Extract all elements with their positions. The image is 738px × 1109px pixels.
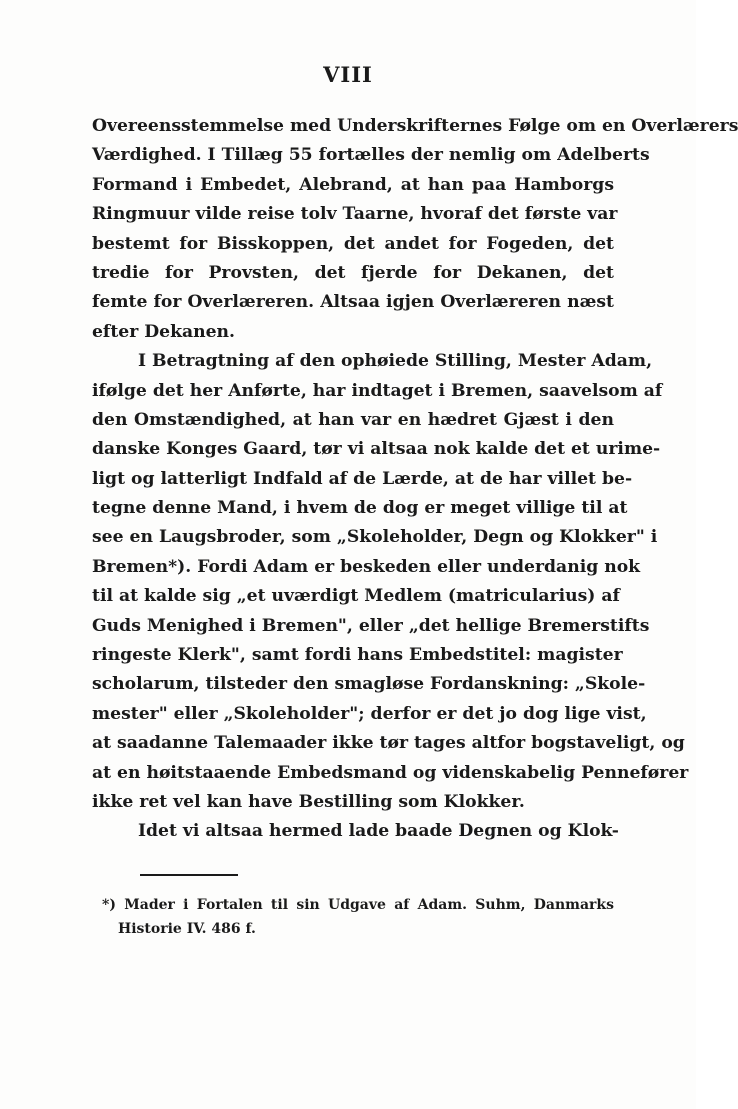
text-line: Guds Menighed i Bremen", eller „det hellige Bremerstifts [92, 615, 650, 636]
text-line: I Betragtning af den ophøiede Stilling, Mester Adam, [138, 351, 653, 372]
text-line: ligt og latterligt Indfald af de Lærde, at de har villet be- [92, 468, 633, 489]
text-line: femte for Overlæreren. Altsaa igjen Overlæreren næst [92, 292, 614, 313]
text-line: til at kalde sig „et uværdigt Medlem (matricularius) af [92, 586, 620, 607]
footnote-line: *) Mader i Fortalen til sin Udgave af Adam. Suhm, Danmarks [102, 897, 614, 913]
text-line: den Omstændighed, at han var en hædret Gjæst i den [92, 409, 614, 430]
text-line: danske Konges Gaard, tør vi altsaa nok kalde det et urime- [92, 439, 661, 460]
text-line: at saadanne Talemaader ikke tør tages altfor bogstaveligt, og [92, 733, 685, 754]
text-line: tredie for Provsten, det fjerde for Dekanen, det [92, 262, 614, 283]
body-text [92, 112, 738, 847]
text-line: Ringmuur vilde reise tolv Taarne, hvoraf det første var [92, 204, 618, 225]
text-line: tegne denne Mand, i hvem de dog er meget villige til at [92, 498, 628, 519]
footnotes [102, 893, 614, 941]
text-line: ikke ret vel kan have Bestilling som Klokker. [92, 791, 525, 812]
footnote-line: Historie IV. 486 f. [118, 921, 256, 937]
text-line: at en høitstaaende Embedsmand og videnskabelig Pennefører [92, 762, 689, 783]
text-line: ringeste Klerk", samt fordi hans Embedstitel: magister [92, 645, 623, 666]
footnote-divider [140, 874, 238, 876]
text-line: Formand i Embedet, Alebrand, at han paa Hamborgs [92, 174, 614, 195]
text-line: efter Dekanen. [92, 321, 236, 342]
text-line: Idet vi altsaa hermed lade baade Degnen og Klok- [138, 821, 619, 842]
page-number: VIII [323, 62, 373, 87]
text-line: ifølge det her Anførte, har indtaget i Bremen, saavelsom af [92, 380, 663, 401]
text-line: see en Laugsbroder, som „Skoleholder, Degn og Klokker" i [92, 527, 658, 548]
text-line: bestemt for Bisskoppen, det andet for Fogeden, det [92, 233, 614, 254]
text-line: mester" eller „Skoleholder"; derfor er det jo dog lige vist, [92, 703, 647, 724]
text-line: Værdighed. I Tillæg 55 fortælles der nemlig om Adelberts [92, 145, 650, 166]
text-line: scholarum, tilsteder den smagløse Fordanskning: „Skole- [92, 674, 646, 695]
text-line: Bremen*). Fordi Adam er beskeden eller underdanig nok [92, 556, 641, 577]
text-line: Overeensstemmelse med Underskrifternes Følge om en Overlærers [92, 116, 738, 136]
